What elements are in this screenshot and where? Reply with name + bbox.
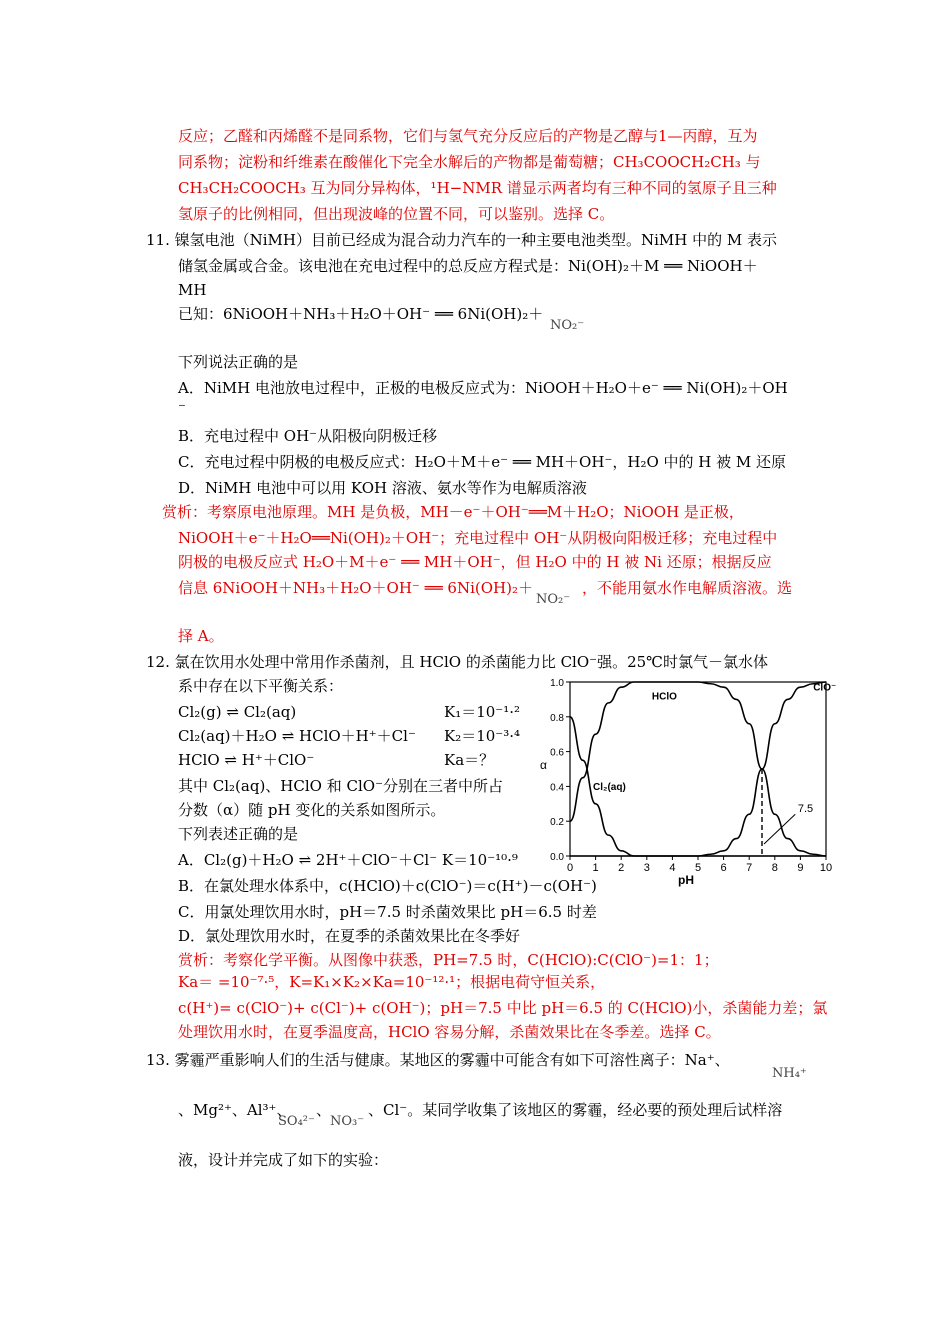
plot-frame xyxy=(570,682,826,856)
q12-eq-1: Cl₂(g) ⇌ Cl₂(aq) xyxy=(178,703,297,721)
q12-analysis-4: 处理饮用水时，在夏季温度高，HClO 容易分解，杀菌效果比在冬季差。选择 C。 xyxy=(178,1023,721,1041)
x-tick-label: 3 xyxy=(643,862,650,874)
series-label-2: HClO xyxy=(651,691,677,703)
chart-series xyxy=(570,682,826,856)
q12-k-3: Ka＝？ xyxy=(444,751,495,769)
series-line-3 xyxy=(570,682,826,856)
q11-analysis-no2-ion: NO₂⁻ xyxy=(536,592,571,607)
q12-option-c: C．用氯处理饮用水时，pH＝7.5 时杀菌效果比 pH＝6.5 时差 xyxy=(178,903,597,921)
annotation-label: 7.5 xyxy=(797,803,814,816)
q13-nh4-ion: NH₄⁺ xyxy=(772,1066,807,1081)
q13-line-4: 、Cl⁻。某同学收集了该地区的雾霾，经必要的预处理后试样溶 xyxy=(368,1101,783,1119)
x-tick-label: 9 xyxy=(797,862,804,874)
series-label-1: Cl₂(aq) xyxy=(593,781,626,793)
q12-analysis-2: Ka＝ =10⁻⁷·⁵，K=K₁×K₂×Ka=10⁻¹²·¹；根据电荷守恒关系， xyxy=(178,973,606,991)
x-tick-label: 1 xyxy=(592,862,599,874)
x-axis-label: pH xyxy=(678,873,694,887)
series-label-3: ClO⁻ xyxy=(813,682,837,694)
q12-option-d: D．氯处理饮用水时，在夏季的杀菌效果比在冬季好 xyxy=(178,927,521,945)
q11-prompt: 下列说法正确的是 xyxy=(178,353,299,371)
y-axis-label: α xyxy=(540,758,547,772)
q13-line-1: 13. 雾霾严重影响人们的生活与健康。某地区的雾霾中可能含有如下可溶性离子：Na⁺、 xyxy=(146,1051,730,1069)
x-tick-label: 2 xyxy=(618,862,625,874)
prev-analysis-line-4: 氢原子的比例相同，但出现波峰的位置不同，可以鉴别。选择 C。 xyxy=(178,205,615,223)
q12-k-2: K₂＝10⁻³·⁴ xyxy=(444,727,521,745)
y-tick-label: 0.2 xyxy=(550,817,564,829)
y-tick-label: 0.8 xyxy=(550,712,564,724)
x-tick-label: 8 xyxy=(771,862,778,874)
q11-option-d: D．NiMH 电池中可以用 KOH 溶液、氨水等作为电解质溶液 xyxy=(178,479,587,497)
y-tick-label: 1.0 xyxy=(550,678,564,689)
prev-analysis-line-1: 反应；乙醛和丙烯醛不是同系物，它们与氢气充分反应后的产物是乙醇与1—丙醇，互为 xyxy=(178,127,758,145)
q11-analysis-5: ，不能用氨水作电解质溶液。选 xyxy=(582,579,793,597)
q13-line-2: 、Mg²⁺、Al³⁺、 xyxy=(178,1101,292,1119)
q12-analysis-1: 赏析：考察化学平衡。从图像中获悉，PH=7.5 时，C(HClO):C(ClO⁻)=1：1； xyxy=(178,951,719,969)
y-tick-label: 0.4 xyxy=(550,782,564,794)
x-tick-label: 6 xyxy=(720,862,727,874)
q12-stem-1: 12. 氯在饮用水处理中常用作杀菌剂，且 HClO 的杀菌能力比 ClO⁻强。25℃时氯气－氯水体 xyxy=(146,653,768,671)
q11-option-a-cont: ⁻ xyxy=(178,399,186,417)
q13-line-5: 液，设计并完成了如下的实验： xyxy=(178,1151,389,1169)
q13-no3-ion: NO₃⁻ xyxy=(330,1114,365,1129)
q12-stem-2: 系中存在以下平衡关系： xyxy=(178,677,344,695)
q12-analysis-3: c(H⁺)= c(ClO⁻)+ c(Cl⁻)+ c(OH⁻)；pH＝7.5 中比 pH＝6.5 的 C(HClO)小，杀菌能力差；氯 xyxy=(178,999,828,1017)
q12-option-a: A．Cl₂(g)＋H₂O ⇌ 2H⁺＋ClO⁻＋Cl⁻ K＝10⁻¹⁰·⁹ xyxy=(178,851,518,869)
x-tick-label: 7 xyxy=(746,862,753,874)
q11-stem-2: 储氢金属或合金。该电池在充电过程中的总反应方程式是：Ni(OH)₂＋M ══ NiOOH＋ xyxy=(178,257,758,275)
q11-analysis-3: 阴极的电极反应式 H₂O＋M＋e⁻ ══ MH＋OH⁻，但 H₂O 中的 H 被 Ni 还原；根据反应 xyxy=(178,553,772,571)
q11-stem-3: MH xyxy=(178,281,207,299)
y-tick-label: 0.0 xyxy=(550,852,564,863)
q11-analysis-6: 择 A。 xyxy=(178,627,224,645)
q11-option-c: C．充电过程中阴极的电极反应式：H₂O＋M＋e⁻ ══ MH＋OH⁻，H₂O 中的 H 被 M 还原 xyxy=(178,453,787,471)
q11-given: 已知：6NiOOH＋NH₃＋H₂O＋OH⁻ ══ 6Ni(OH)₂＋ xyxy=(178,305,544,323)
q12-desc-1: 其中 Cl₂(aq)、HClO 和 ClO⁻分别在三者中所占 xyxy=(178,777,503,795)
prev-analysis-line-3: CH₃CH₂COOCH₃ 互为同分异构体，¹H−NMR 谱显示两者均有三种不同的氢原子且三种 xyxy=(178,179,777,197)
q11-analysis-2: NiOOH＋e⁻＋H₂O══Ni(OH)₂＋OH⁻；充电过程中 OH⁻从阴极向阳极迁移；充电过程中 xyxy=(178,529,778,547)
prev-analysis-line-2: 同系物；淀粉和纤维素在酸催化下完全水解后的产物都是葡萄糖；CH₃COOCH₂CH₃ 与 xyxy=(178,153,761,171)
q12-desc-3: 下列表述正确的是 xyxy=(178,825,299,843)
x-tick-label: 4 xyxy=(669,862,676,874)
q11-option-a: A．NiMH 电池放电过程中，正极的电极反应式为：NiOOH＋H₂O＋e⁻ ══ Ni(OH)₂＋OH xyxy=(178,379,788,397)
q12-desc-2: 分数（α）随 pH 变化的关系如图所示。 xyxy=(178,801,446,819)
alpha-ph-chart xyxy=(540,672,838,887)
q13-so4-ion: SO₄²⁻ xyxy=(278,1114,315,1129)
q11-analysis-4: 信息 6NiOOH＋NH₃＋H₂O＋OH⁻ ══ 6Ni(OH)₂＋ xyxy=(178,579,533,597)
series-line-2 xyxy=(570,682,826,856)
q11-stem-1: 11. 镍氢电池（NiMH）目前已经成为混合动力汽车的一种主要电池类型。NiMH 中的 M 表示 xyxy=(146,231,778,249)
q12-eq-3: HClO ⇌ H⁺＋ClO⁻ xyxy=(178,751,315,769)
q13-line-3: 、 xyxy=(316,1101,332,1119)
x-tick-label: 0 xyxy=(566,862,574,874)
q12-option-b: B．在氯处理水体系中，c(HClO)＋c(ClO⁻)＝c(H⁺)－c(OH⁻) xyxy=(178,877,597,895)
q11-option-b: B．充电过程中 OH⁻从阳极向阴极迁移 xyxy=(178,427,438,445)
q12-k-1: K₁＝10⁻¹·² xyxy=(444,703,521,721)
y-tick-label: 0.6 xyxy=(550,747,564,759)
q11-no2-ion: NO₂⁻ xyxy=(550,318,585,333)
x-tick-label: 5 xyxy=(694,862,702,874)
x-tick-label: 10 xyxy=(819,862,833,874)
q11-analysis-1: 赏析：考察原电池原理。MH 是负极，MH－e⁻＋OH⁻══M＋H₂O；NiOOH 是正极， xyxy=(162,503,744,521)
q12-eq-2: Cl₂(aq)＋H₂O ⇌ HClO＋H⁺＋Cl⁻ xyxy=(178,727,416,745)
